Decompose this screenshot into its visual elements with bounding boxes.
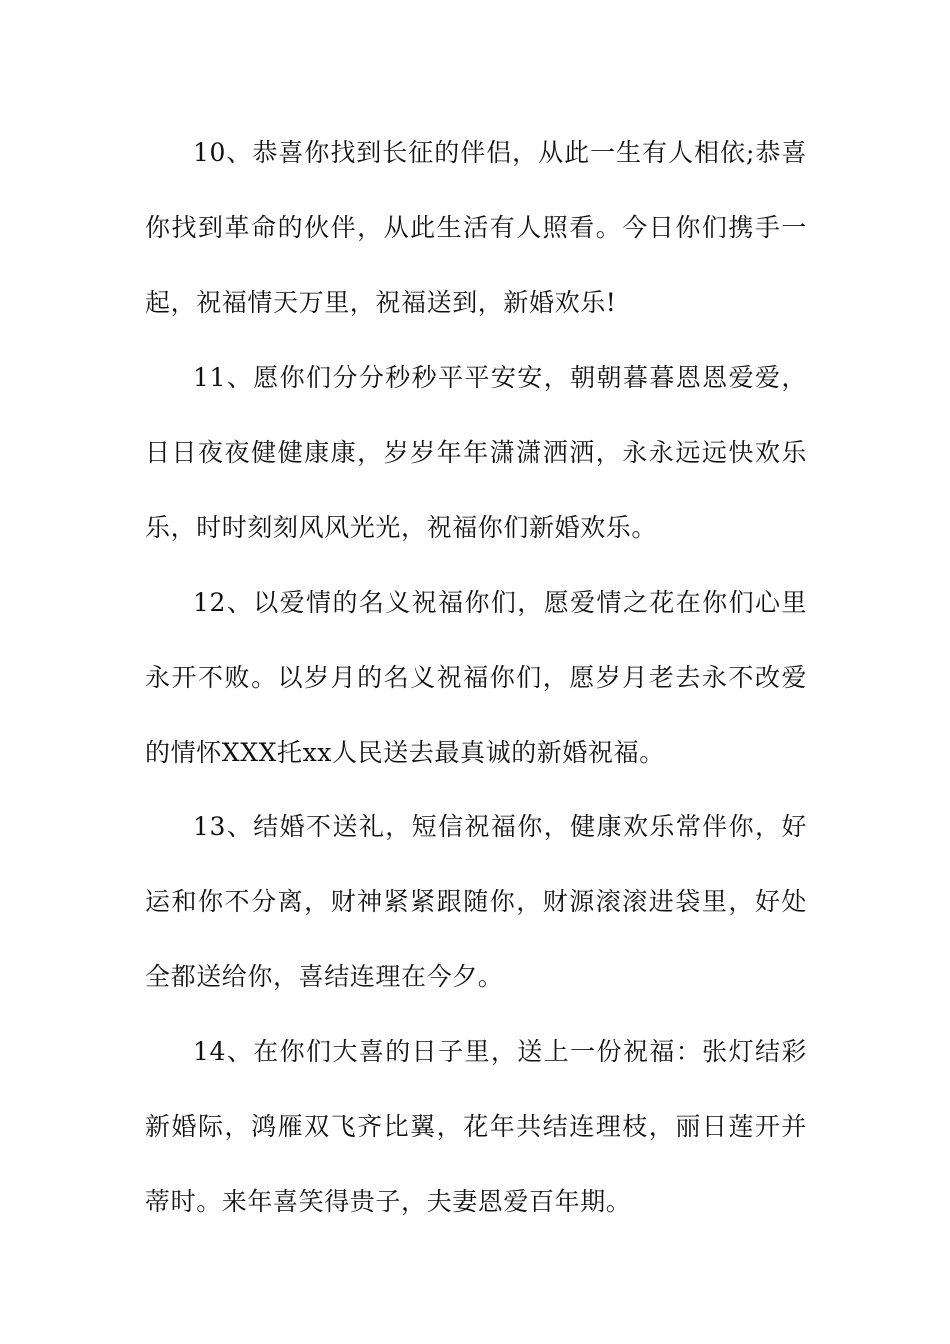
paragraph-14: 14、在你们大喜的日子里，送上一份祝福：张灯结彩新婚际，鸿雁双飞齐比翼，花年共结连理枝，丽日莲开并蒂时。来年喜笑得贵子，夫妻恩爱百年期。 [145, 1037, 807, 1216]
paragraph-12: 12、以爱情的名义祝福你们，愿爱情之花在你们心里永开不败。以岁月的名义祝福你们，愿岁月老去永不改爱的情怀XXX托xx人民送去最真诚的新婚祝福。 [145, 588, 807, 767]
paragraph-11: 11、愿你们分分秒秒平平安安，朝朝暮暮恩恩爱爱，日日夜夜健健康康，岁岁年年潇潇洒洒，永永远远快欢乐乐，时时刻刻风风光光，祝福你们新婚欢乐。 [145, 363, 807, 542]
paragraph-13: 13、结婚不送礼，短信祝福你，健康欢乐常伴你，好运和你不分离，财神紧紧跟随你，财源滚滚进袋里，好处全都送给你，喜结连理在今夕。 [145, 812, 807, 991]
paragraph-10: 10、恭喜你找到长征的伴侣，从此一生有人相依;恭喜你找到革命的伙伴，从此生活有人照看。今日你们携手一起，祝福情天万里，祝福送到，新婚欢乐! [145, 138, 807, 317]
